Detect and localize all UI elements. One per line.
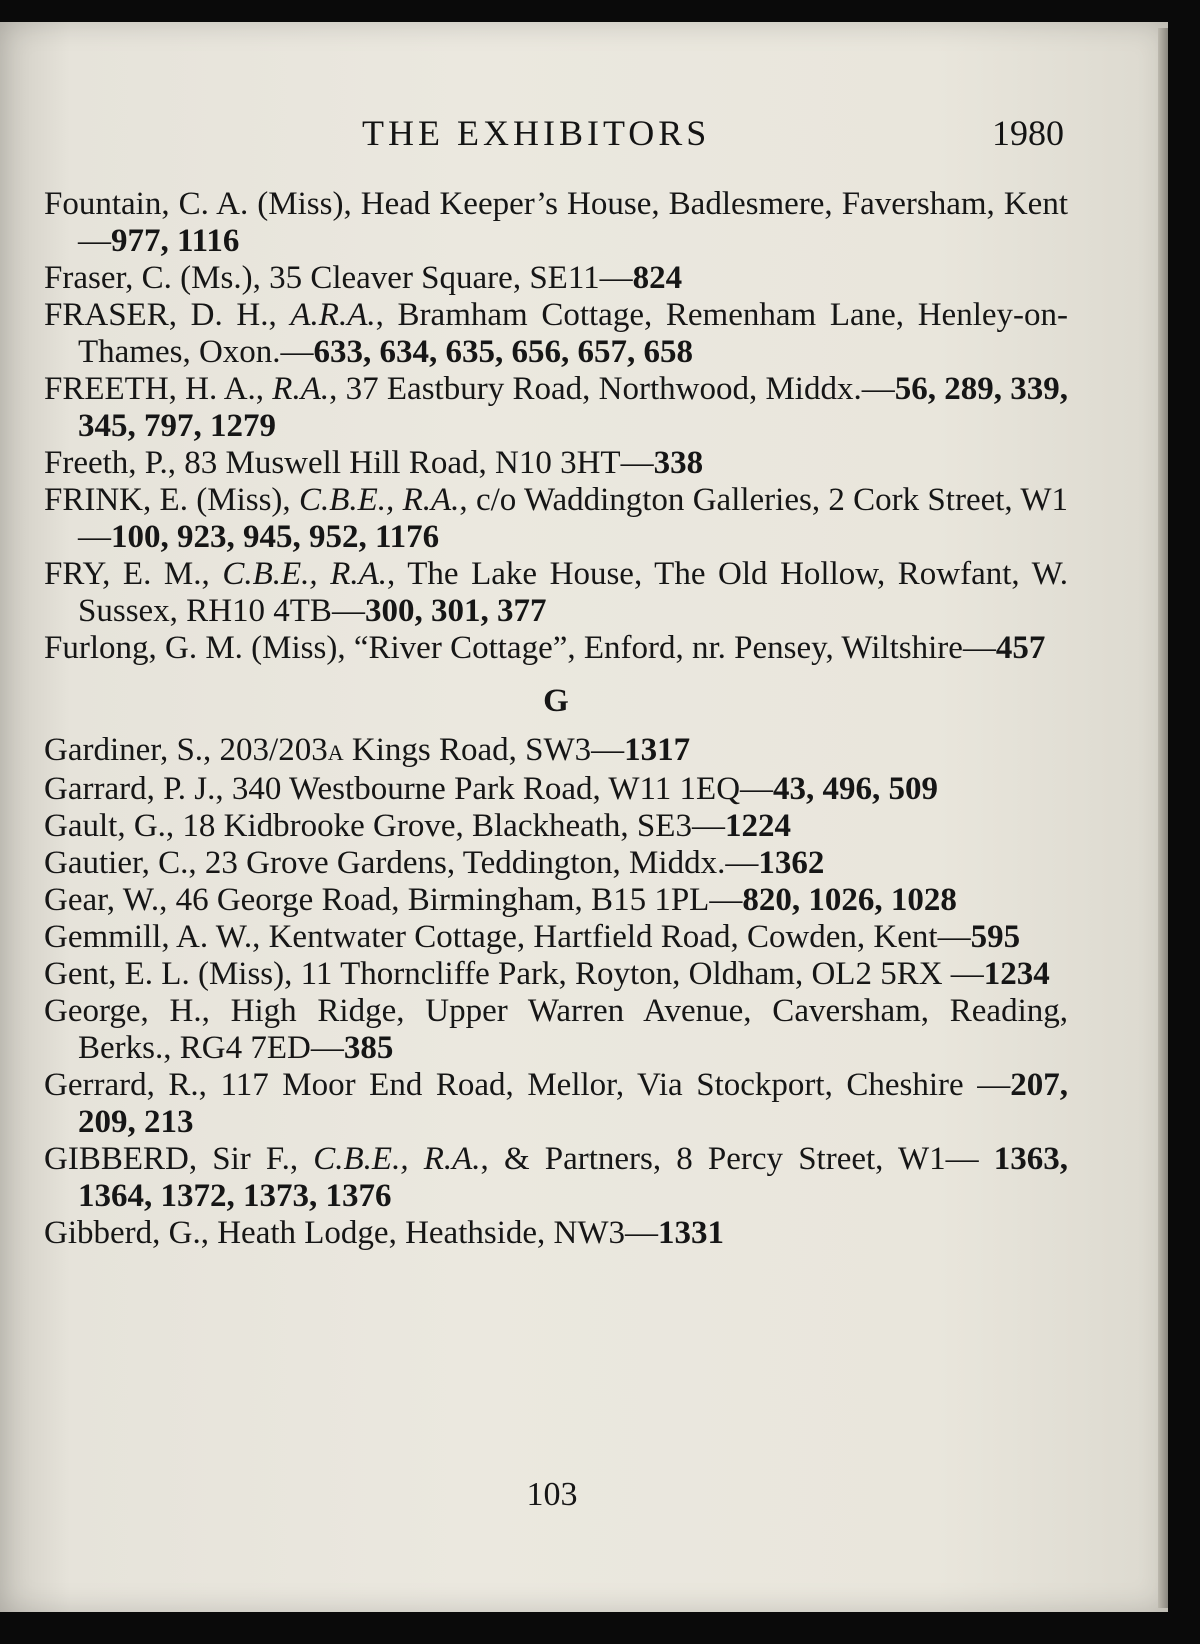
- exhibitor-entry: Gautier, C., 23 Grove Gardens, Teddington, Middx.—1362: [44, 845, 825, 881]
- exhibitor-entry: George, H., High Ridge, Upper Warren Avenue, Caversham, Reading, Berks., RG4 7ED—385: [44, 993, 1068, 1066]
- exhibitor-entry: FREETH, H. A., R.A., 37 Eastbury Road, Northwood, Middx.—56, 289, 339, 345, 797, 1279: [44, 371, 1069, 444]
- exhibitor-entry: FRINK, E. (Miss), C.B.E., R.A., c/o Waddington Galleries, 2 Cork Street, W1—100, 923, 945, 952, 1176: [44, 482, 1068, 555]
- exhibitor-entry: Fountain, C. A. (Miss), Head Keeper’s House, Badlesmere, Faversham, Kent—977, 1116: [44, 186, 1068, 259]
- exhibitor-entry: Gemmill, A. W., Kentwater Cottage, Hartfield Road, Cowden, Kent—595: [44, 919, 1021, 955]
- exhibitor-list: [44, 186, 1068, 1252]
- running-year: 1980: [992, 113, 1064, 153]
- section-heading-g: G: [543, 683, 569, 719]
- exhibitor-entry: GIBBERD, Sir F., C.B.E., R.A., & Partners, 8 Percy Street, W1— 1363, 1364, 1372, 1373, 1376: [44, 1141, 1068, 1214]
- running-head: [0, 112, 1168, 162]
- running-title: THE EXHIBITORS: [362, 113, 711, 153]
- book-page: [0, 22, 1168, 1612]
- exhibitor-entry: Freeth, P., 83 Muswell Hill Road, N10 3HT—338: [44, 445, 704, 481]
- exhibitor-entry: FRASER, D. H., A.R.A., Bramham Cottage, Remenham Lane, Henley-on-Thames, Oxon.—633, 634, 635, 656, 657, 658: [44, 297, 1068, 370]
- exhibitor-entry: FRY, E. M., C.B.E., R.A., The Lake House, The Old Hollow, Rowfant, W. Sussex, RH10 4TB—300, 301, 377: [44, 556, 1068, 629]
- exhibitor-entry: Gent, E. L. (Miss), 11 Thorncliffe Park, Royton, Oldham, OL2 5RX —1234: [44, 956, 1050, 992]
- exhibitor-entry: Gibberd, G., Heath Lodge, Heathside, NW3—1331: [44, 1215, 724, 1251]
- exhibitor-entry: Gerrard, R., 117 Moor End Road, Mellor, Via Stockport, Cheshire —207, 209, 213: [44, 1067, 1068, 1140]
- exhibitor-entry: Gault, G., 18 Kidbrooke Grove, Blackheath, SE3—1224: [44, 808, 791, 844]
- exhibitor-entry: Garrard, P. J., 340 Westbourne Park Road, W11 1EQ—43, 496, 509: [44, 771, 939, 807]
- exhibitor-entry: Furlong, G. M. (Miss), “River Cottage”, Enford, nr. Pensey, Wiltshire—457: [44, 630, 1046, 666]
- page-edge: [1158, 28, 1168, 1608]
- exhibitor-entry: Gardiner, S., 203/203A Kings Road, SW3—1317: [44, 732, 691, 768]
- exhibitor-entry: Gear, W., 46 George Road, Birmingham, B15 1PL—820, 1026, 1028: [44, 882, 957, 918]
- exhibitor-entry: Fraser, C. (Ms.), 35 Cleaver Square, SE11—824: [44, 260, 683, 296]
- page-number: 103: [526, 1476, 578, 1513]
